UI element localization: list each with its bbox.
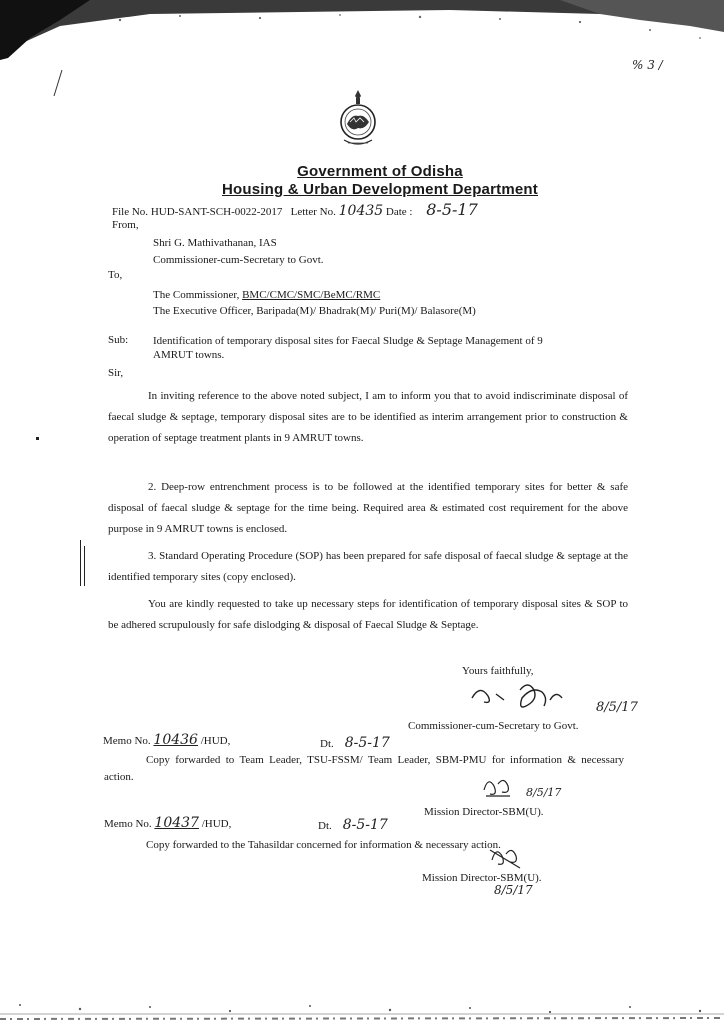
closing-designation: Commissioner-cum-Secretary to Govt.: [408, 720, 579, 732]
memo-1-text: Copy forwarded to Team Leader, TSU-FSSM/ Team Leader, SBM-PMU for information & necessary action.: [104, 754, 624, 783]
memo-2-line: [104, 816, 231, 831]
memo-1-dt-label: Dt.: [320, 738, 334, 750]
memo-1-date-line: [320, 736, 390, 751]
to-label: To,: [108, 269, 123, 281]
memo-2-initials: [486, 842, 526, 870]
paragraph-3: 3. Standard Operating Procedure (SOP) has been prepared for safe disposal of faecal sludge & septage at the identified temporary sites (copy enclosed).: [108, 550, 628, 583]
to-line-1-prefix: The Commissioner,: [153, 289, 243, 301]
letter-number: 10435: [338, 203, 384, 219]
subject-line-1: Identification of temporary disposal sites for Faecal Sludge & Septage Management of 9: [153, 335, 543, 347]
from-designation: Commissioner-cum-Secretary to Govt.: [153, 254, 324, 266]
memo-2-sign-date: 8/5/17: [494, 883, 533, 897]
date-label: Date :: [385, 206, 413, 218]
from-name: Shri G. Mathivathanan, IAS: [153, 237, 277, 249]
to-line-1: [153, 288, 380, 302]
dept-title: Housing & Urban Development Department: [222, 181, 538, 198]
corner-mark: % 3 /: [632, 58, 663, 72]
margin-bracket: [84, 546, 85, 586]
salutation: Sir,: [108, 367, 124, 379]
memo-1-suffix: /HUD,: [200, 735, 231, 747]
to-corporations: BMC/CMC/SMC/BeMC/RMC: [242, 289, 381, 301]
memo-2-dt-label: Dt.: [318, 820, 332, 832]
margin-dot: [36, 437, 39, 440]
paragraph-1: In inviting reference to the above noted subject, I am to inform you that to avoid indiscriminate disposal of faecal sludge & septage, temporary disposal sites are to be identified as interim arrangement prior to construction & operation of septage treatment plants in 9 AMRUT towns.: [108, 390, 628, 444]
memo-1-label: Memo No.: [103, 735, 151, 747]
govt-title: Government of Odisha: [297, 163, 463, 180]
memo-2-suffix: /HUD,: [201, 818, 232, 830]
memo-1-designation: Mission Director-SBM(U).: [424, 806, 544, 818]
memo-1-initials: [480, 774, 520, 800]
to-line-2: The Executive Officer, Baripada(M)/ Bhadrak(M)/ Puri(M)/ Balasore(M): [153, 305, 476, 317]
file-number: HUD-SANT-SCH-0022-2017: [150, 206, 283, 218]
letter-label: Letter No.: [290, 206, 336, 218]
odisha-emblem-icon: [334, 88, 382, 150]
file-number-line: [112, 200, 478, 219]
memo-2-number: 10437: [154, 815, 199, 831]
scan-noise-top: [0, 0, 724, 60]
paragraph-4: You are kindly requested to take up necessary steps for identification of temporary disposal sites & SOP to be adhered scrupulously for safe dislodging & disposal of Faecal Sludge & Septage.: [108, 598, 628, 631]
subject-line-2: AMRUT towns.: [153, 349, 225, 361]
file-label: File No.: [112, 206, 149, 218]
closing-sign-date: 8/5/17: [596, 700, 638, 715]
from-label: From,: [112, 219, 139, 231]
memo-2-text: Copy forwarded to the Tahasildar concerned for information & necessary action.: [146, 839, 501, 851]
scan-noise-bottom: [0, 985, 724, 1024]
margin-bracket: [80, 540, 81, 586]
memo-1-line: [103, 733, 230, 748]
margin-stroke: [48, 68, 68, 98]
letter-date: 8-5-17: [426, 200, 478, 219]
paragraph-2: 2. Deep-row entrenchment process is to be followed at the identified temporary sites for better & safe disposal of faecal sludge & septage for the time being. Required area & estimated cost requirement for the above purpose in 9 AMRUT towns is enclosed.: [108, 481, 628, 535]
memo-1-number: 10436: [153, 732, 198, 748]
memo-2-designation: Mission Director-SBM(U).: [422, 872, 542, 884]
yours-faithfully: Yours faithfully,: [462, 665, 534, 677]
memo-1-sign-date: 8/5/17: [526, 786, 562, 799]
memo-2-date-line: [318, 818, 388, 833]
subject-label: Sub:: [108, 334, 129, 346]
memo-2-label: Memo No.: [104, 818, 152, 830]
memo-1-date: 8-5-17: [344, 735, 390, 751]
memo-2-date: 8-5-17: [342, 817, 388, 833]
